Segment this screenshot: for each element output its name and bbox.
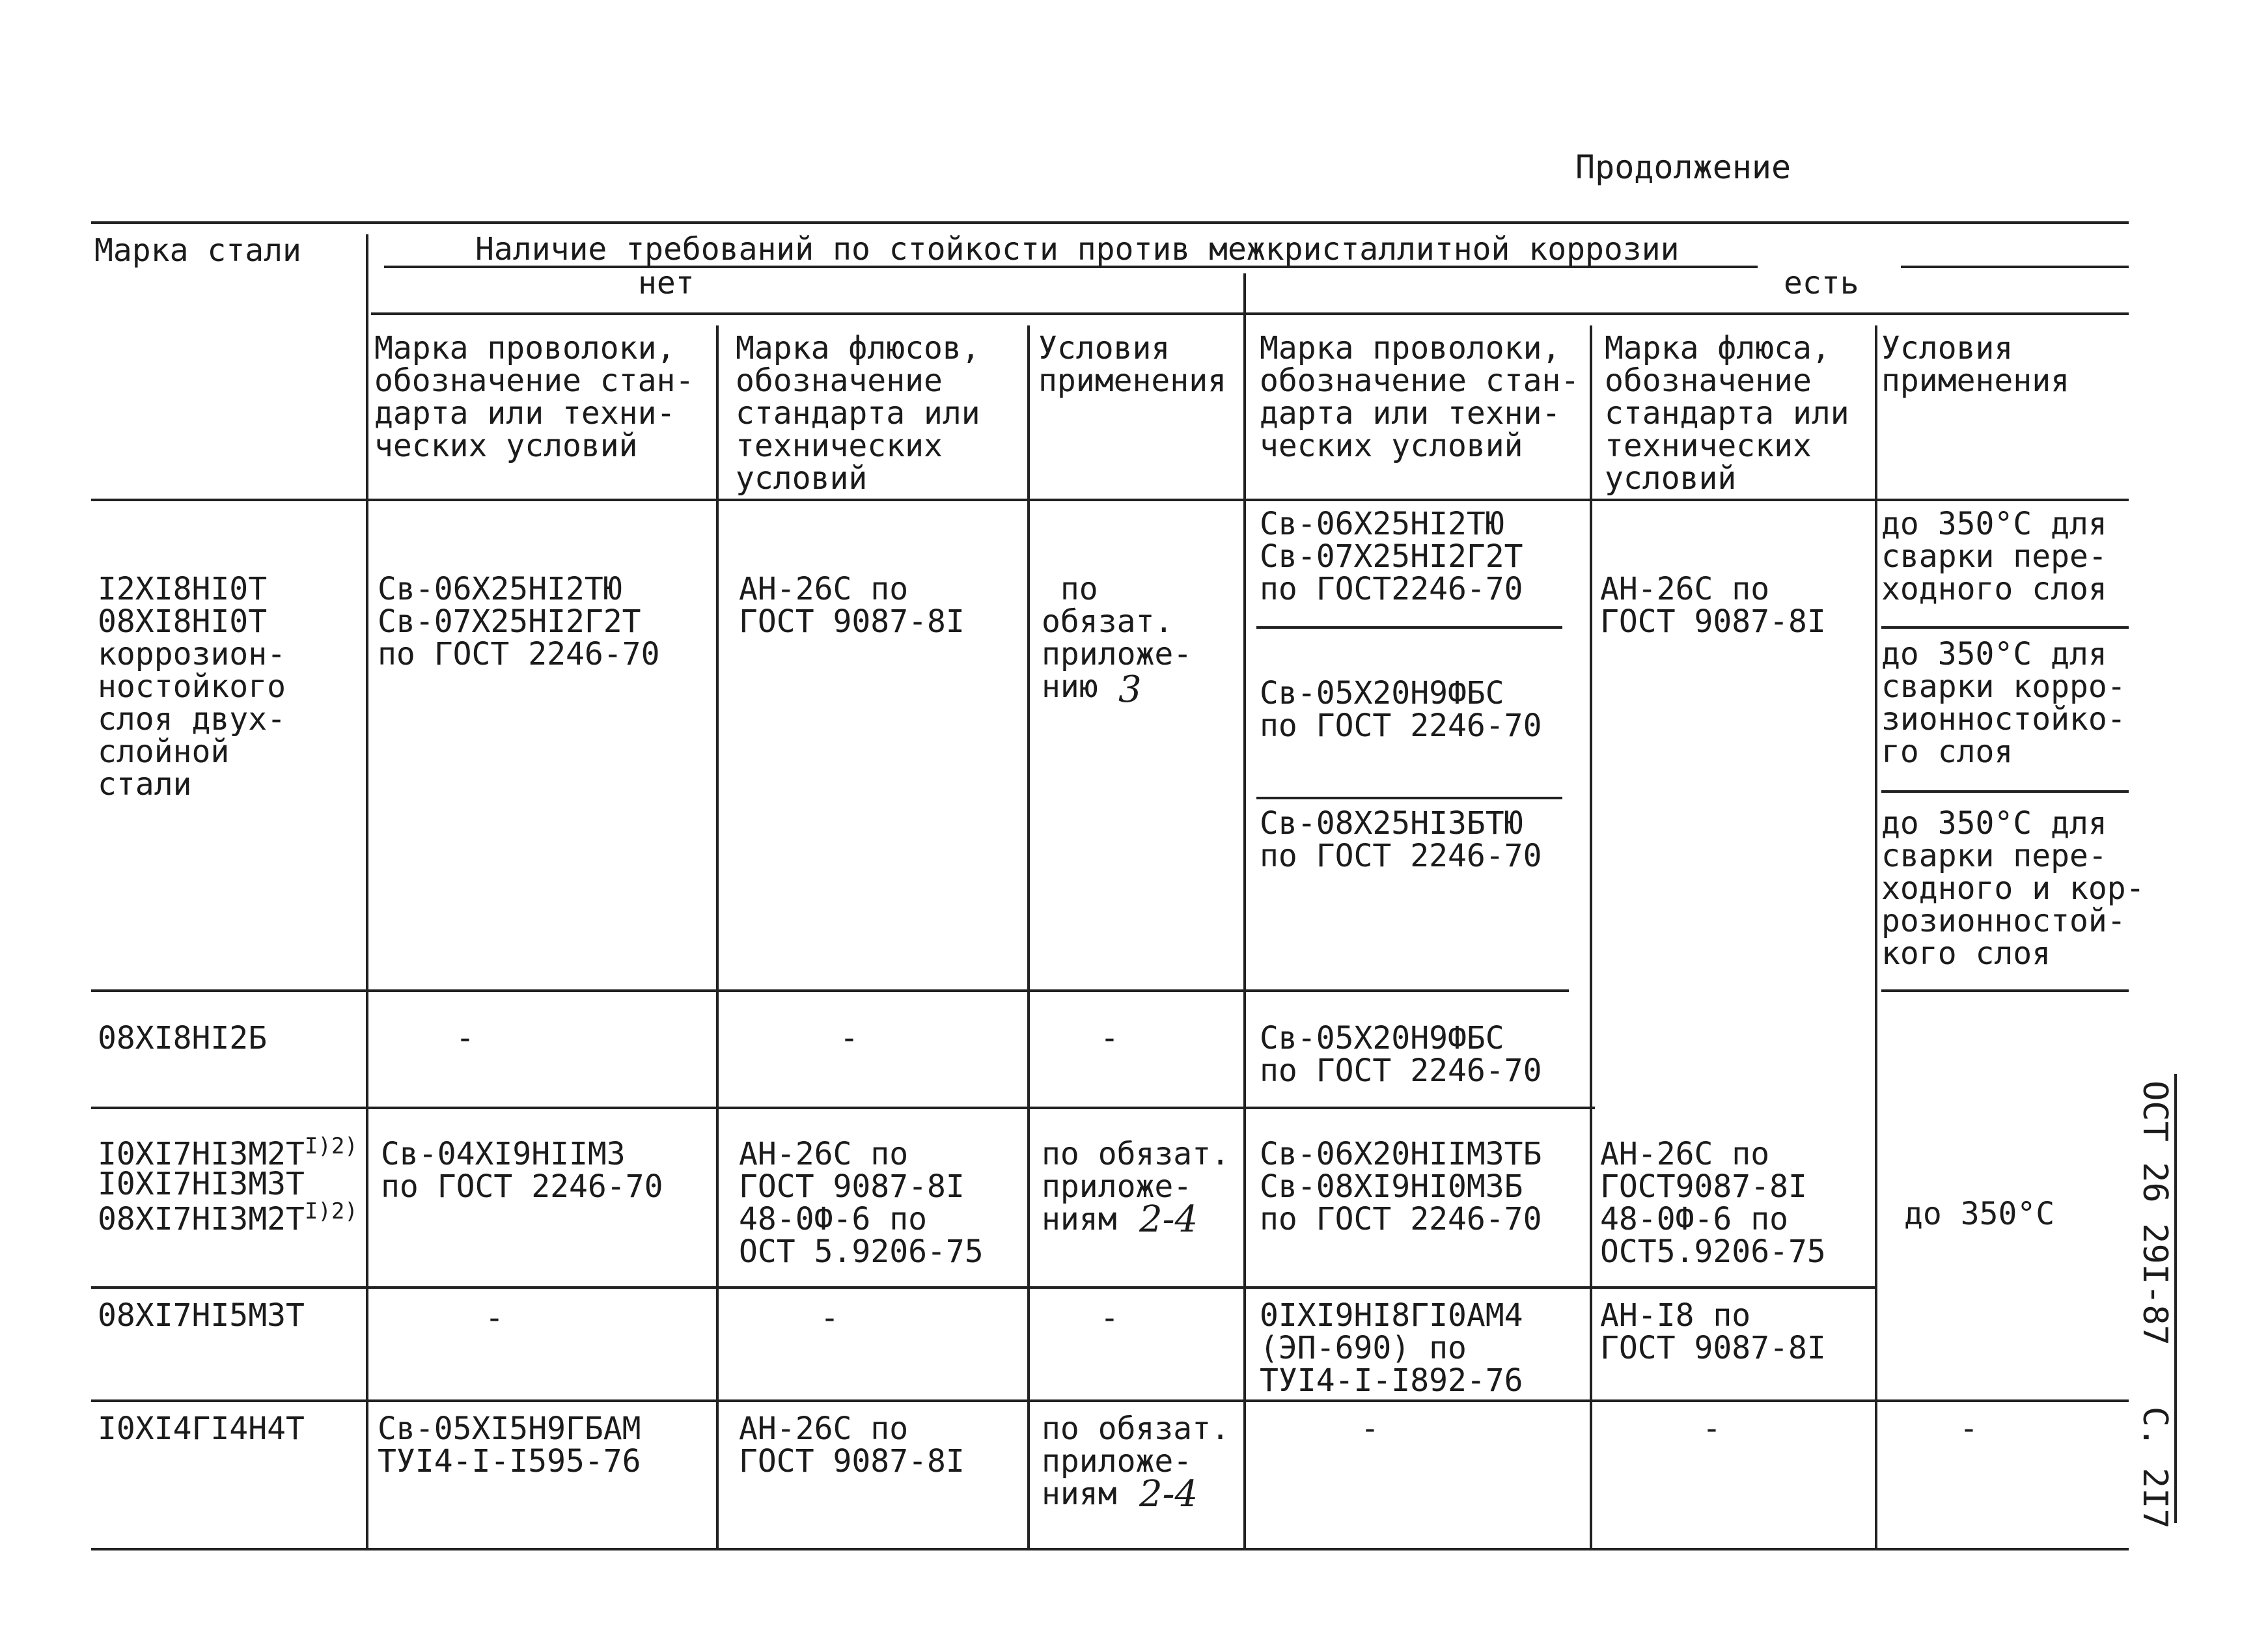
header-group-yes: есть: [1784, 265, 1859, 301]
rule-group-split: [371, 312, 2129, 315]
side-stamp: ОСТ 26 29I-87 С. 2I7: [2135, 1081, 2174, 1529]
row3-steel-1-text: I0XI7HI3M2T: [98, 1136, 305, 1172]
col-line-2: [716, 325, 719, 1549]
rule-subrow-2: [1256, 797, 1562, 799]
row4-conditions: -: [1100, 1300, 1119, 1336]
row2-conditions: -: [1100, 1020, 1119, 1056]
rule-bottom: [91, 1548, 2129, 1550]
row5-conditions: по обязат. приложе- ниям: [1042, 1411, 1230, 1512]
row1-steel: I2XI8HI0T 08XI8HI0T коррозион- ностойкого слоя двух- слойной стали: [98, 571, 286, 803]
row1-wire2-a: Св-06Х25НI2ТЮ Св-07Х25НI2Г2Т по ГОСТ2246-70: [1260, 506, 1523, 607]
row1-conditions2-b: до 350°С для сварки корро- зионностойко- го слоя: [1881, 636, 2126, 770]
row1-wire2-c: Св-08Х25НI3БТЮ по ГОСТ 2246-70: [1260, 805, 1542, 874]
row5-steel: I0XI4ГI4H4T: [98, 1411, 305, 1447]
rule-top: [91, 221, 2129, 224]
col-line-1: [366, 234, 368, 1549]
row1-flux2: АН-26С по ГОСТ 9087-8I: [1600, 571, 1826, 640]
row5-wire: Св-05ХI5Н9ГБАМ ТУI4-I-I595-76: [378, 1411, 641, 1480]
row3-steel-3-note: I)2): [304, 1198, 358, 1224]
row1-conditions2-a: до 350°С для сварки пере- ходного слоя: [1881, 506, 2107, 607]
rule-group-title-right: [1901, 266, 2129, 268]
row2-wire2: Св-05Х20Н9ФБС по ГОСТ 2246-70: [1260, 1020, 1542, 1089]
rule-header-bottom: [91, 499, 2129, 501]
rule-row-3: [91, 1286, 1875, 1289]
col-line-5: [1590, 325, 1592, 1549]
header-group-title: Наличие требований по стойкости против межкристаллитной коррозии: [475, 231, 1680, 268]
rule-row-1b: [1881, 989, 2129, 992]
col-line-6: [1875, 325, 1877, 1549]
row1-conditions-handwritten: 3: [1118, 668, 1142, 711]
row1-conditions2-c: до 350°С для сварки пере- ходного и кор- розионностой- кого слоя: [1881, 805, 2145, 972]
row5-flux2: -: [1702, 1411, 1721, 1447]
row1-wire2-b: Св-05Х20Н9ФБС по ГОСТ 2246-70: [1260, 675, 1542, 744]
rule-row-4: [91, 1399, 2129, 1402]
row5-wire2: -: [1361, 1411, 1379, 1447]
header-steel-grade: Марка стали: [94, 232, 301, 269]
header-group-no: нет: [638, 265, 695, 301]
continuation-heading: Продолжение: [1575, 148, 1791, 186]
row4-wire2: 0IXI9HI8ГI0AM4 (ЭП-690) по ТУI4-I-I892-76: [1260, 1297, 1523, 1399]
row1-flux: АН-26С по ГОСТ 9087-8I: [739, 571, 965, 640]
row3-conditions2: до 350°С: [1904, 1196, 2055, 1232]
row5-conditions2: -: [1959, 1411, 1978, 1447]
row4-wire: -: [485, 1300, 504, 1336]
col-line-4: [1243, 273, 1246, 1549]
rule-subrow-1b: [1881, 626, 2129, 629]
header-conditions-2: Условия применения: [1881, 330, 2069, 399]
row4-flux2: АН-I8 по ГОСТ 9087-8I: [1600, 1297, 1826, 1366]
rule-subrow-2b: [1881, 790, 2129, 793]
header-wire: Марка проволоки, обозначение стан- дарта или техни- ческих условий: [374, 330, 695, 464]
rule-row-2: [91, 1107, 1595, 1109]
rule-subrow-1: [1256, 626, 1562, 629]
row3-wire2: Св-06Х20НIIМ3ТБ Св-08ХI9НI0М3Б по ГОСТ 2246-70: [1260, 1136, 1542, 1237]
row4-flux: -: [820, 1300, 839, 1336]
row3-flux2: АН-26С по ГОСТ9087-8I 48-0Ф-6 по ОСТ5.9206-75: [1600, 1136, 1826, 1270]
row3-conditions: по обязат. приложе- ниям: [1042, 1136, 1230, 1237]
header-flux-2: Марка флюса, обозначение стандарта или технических условий: [1605, 330, 1849, 497]
row3-steel-1-note: I)2): [304, 1133, 358, 1159]
row5-conditions-handwritten: 2-4: [1139, 1473, 1198, 1515]
row2-wire: -: [456, 1020, 475, 1056]
col-line-3: [1027, 325, 1030, 1549]
row2-steel: 08XI8HI2Б: [98, 1020, 268, 1056]
row1-wire: Св-06Х25НI2ТЮ Св-07Х25НI2Г2Т по ГОСТ 2246-70: [378, 571, 660, 672]
row1-conditions: по обязат. приложе- нию: [1042, 571, 1193, 705]
row3-steel-2: I0XI7HI3M3T: [98, 1166, 305, 1202]
header-conditions: Условия применения: [1038, 330, 1226, 399]
row3-steel-3-text: 08XI7HI3M2T: [98, 1201, 305, 1237]
row5-flux: АН-26С по ГОСТ 9087-8I: [739, 1411, 965, 1480]
rule-row-1: [91, 989, 1569, 992]
row3-wire: Св-04ХI9НIIМ3 по ГОСТ 2246-70: [381, 1136, 663, 1205]
header-flux: Марка флюсов, обозначение стандарта или технических условий: [736, 330, 980, 497]
row3-flux: АН-26С по ГОСТ 9087-8I 48-0Ф-6 по ОСТ 5.9206-75: [739, 1136, 984, 1270]
row3-conditions-handwritten: 2-4: [1139, 1198, 1198, 1241]
row4-steel: 08XI7HI5M3T: [98, 1297, 305, 1334]
header-wire-2: Марка проволоки, обозначение стан- дарта или техни- ческих условий: [1260, 330, 1580, 464]
row2-flux: -: [840, 1020, 859, 1056]
row3-steel-3: [98, 1198, 358, 1237]
